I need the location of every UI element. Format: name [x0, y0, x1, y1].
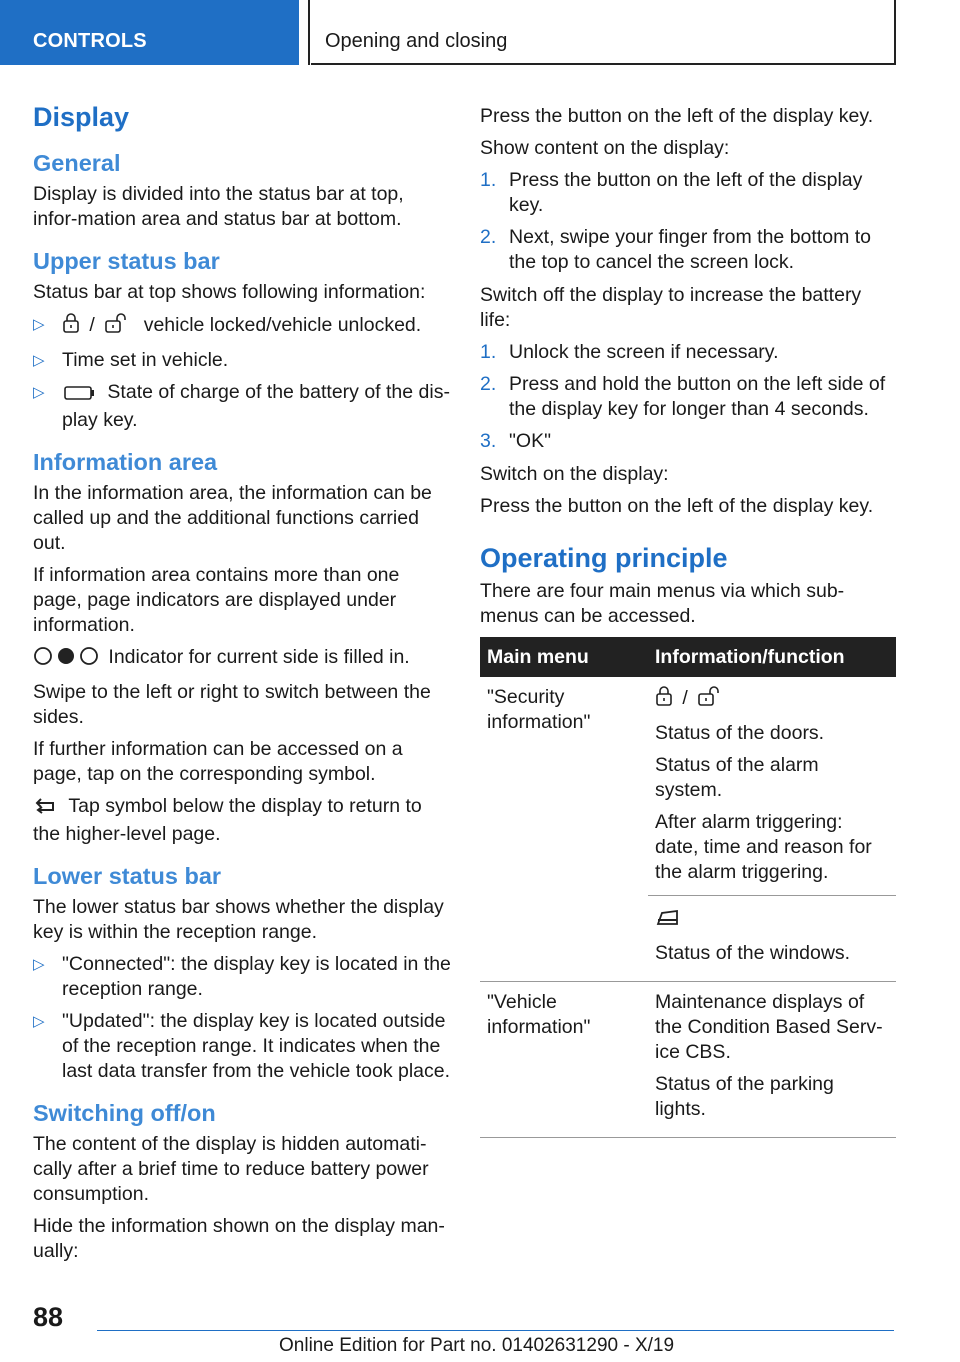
right-p4: Switch on the display: [480, 463, 669, 485]
switching-p2: Hide the information shown on the display man-ually: [33, 1215, 445, 1262]
lower-status-list [33, 952, 451, 1084]
step-text: Unlock the screen if necessary. [509, 341, 779, 363]
triangle-bullet-icon: ▷ [33, 956, 45, 973]
header-chapter-box [311, 0, 896, 65]
step-text: "OK" [509, 430, 552, 452]
list-item [480, 340, 896, 365]
table-row [480, 982, 896, 1138]
list-item [480, 372, 896, 422]
general-text: Display is divided into the status bar at top, infor-mation area and status bar at bottom. [33, 183, 404, 230]
lock-status-text: vehicle locked/vehicle unlocked. [143, 314, 422, 336]
right-p1: Press the button on the left of the display key. [480, 105, 874, 127]
lock-icons-row [655, 685, 889, 714]
right-p5: Press the button on the left of the display key. [480, 495, 874, 517]
footer-edition: Online Edition for Part no. 01402631290 - X/19 [279, 1335, 675, 1356]
triangle-bullet-icon: ▷ [33, 352, 45, 369]
info-p3-row [33, 645, 451, 673]
alarm-status: Status of the alarm system. [655, 754, 819, 801]
step-text: Press and hold the button on the left side of the display key for longer than 4 seconds. [509, 373, 886, 420]
general-heading: General [33, 150, 121, 176]
column-header: Information/function [648, 637, 896, 677]
triangle-bullet-icon: ▷ [33, 384, 45, 401]
show-content-steps [480, 168, 896, 275]
switching-heading: Switching off/on [33, 1100, 216, 1126]
header-section-tab [0, 0, 299, 65]
table-header-row [480, 637, 896, 677]
triangle-bullet-icon: ▷ [33, 1013, 45, 1030]
list-item [33, 1009, 451, 1084]
lock-separator: / [682, 687, 688, 709]
list-item [480, 429, 896, 454]
updated-text: "Updated": the display key is located outside of the reception range. It indicates when the last data transfer from the vehicle took place. [62, 1010, 451, 1082]
window-icon-row [655, 906, 889, 934]
main-menu-table [480, 637, 896, 1138]
step-number: 1. [480, 341, 497, 363]
maintenance-info: Maintenance displays of the Condition Based Serv-ice CBS. [655, 991, 883, 1063]
list-item [33, 952, 451, 1002]
lock-open-icon [104, 312, 132, 341]
info-p1: In the information area, the information can be called up and the additional functions carried out. [33, 482, 432, 554]
header-chapter: Opening and closing [325, 30, 508, 52]
connected-text: "Connected": the display key is located in the reception range. [62, 953, 451, 1000]
step-text: Press the button on the left of the display key. [509, 169, 863, 216]
upper-status-heading: Upper status bar [33, 248, 220, 274]
list-item [33, 348, 451, 373]
operating-principle-intro: There are four main menus via which sub-menus can be accessed. [480, 580, 845, 627]
header-section: CONTROLS [33, 30, 147, 52]
windows-subrow [648, 895, 896, 966]
switch-off-steps [480, 340, 896, 454]
info-p5: If further information can be accessed on a page, tap on the corresponding symbol. [33, 738, 403, 785]
parking-lights-info: Status of the parking lights. [655, 1073, 834, 1120]
page-indicator-icon [33, 646, 99, 673]
lower-status-heading: Lower status bar [33, 863, 222, 889]
right-column [480, 104, 896, 1138]
step-number: 3. [480, 430, 497, 452]
info-p2: If information area contains more than one page, page indicators are displayed under information. [33, 564, 400, 636]
footer-divider [97, 1330, 894, 1331]
list-item [33, 312, 451, 341]
upper-status-intro: Status bar at top shows following information: [33, 281, 426, 303]
triangle-bullet-icon: ▷ [33, 316, 45, 333]
table-cell-menu: "Security information" [480, 677, 648, 982]
switching-p1: The content of the display is hidden automati-cally after a brief time to reduce battery power consumption. [33, 1133, 429, 1205]
info-p4: Swipe to the left or right to switch between the sides. [33, 681, 431, 728]
doors-status: Status of the doors. [655, 722, 825, 744]
upper-status-list [33, 312, 451, 433]
right-p2: Show content on the display: [480, 137, 730, 159]
left-column [33, 100, 451, 1271]
table-row [480, 677, 896, 982]
return-arrow-icon [33, 797, 59, 822]
alarm-trigger-info: After alarm triggering: date, time and reason for the alarm triggering. [655, 811, 872, 883]
step-number: 2. [480, 373, 497, 395]
right-p3: Switch off the display to increase the battery life: [480, 284, 862, 331]
step-number: 1. [480, 169, 497, 191]
info-p6: Tap symbol below the display to return to the higher-level page. [33, 795, 422, 845]
display-title: Display [33, 102, 130, 132]
time-text: Time set in vehicle. [62, 349, 229, 371]
step-text: Next, swipe your finger from the bottom to the top to cancel the screen lock. [509, 226, 871, 273]
battery-text: State of charge of the battery of the dis-play key. [62, 381, 450, 431]
table-cell-info [648, 677, 896, 982]
lock-separator: / [89, 314, 95, 336]
page-number: 88 [33, 1302, 64, 1332]
operating-principle-heading: Operating principle [480, 543, 728, 573]
lock-closed-icon [62, 312, 80, 341]
lock-open-icon [697, 685, 725, 714]
step-number: 2. [480, 226, 497, 248]
info-area-heading: Information area [33, 449, 218, 475]
list-item [33, 380, 451, 433]
list-item [480, 225, 896, 275]
column-header: Main menu [480, 637, 648, 677]
info-p3: Indicator for current side is filled in. [108, 646, 410, 668]
table-cell-menu: "Vehicle information" [480, 982, 648, 1138]
table-cell-info [648, 982, 896, 1138]
header-divider [308, 0, 310, 65]
lower-status-intro: The lower status bar shows whether the display key is within the reception range. [33, 896, 444, 943]
window-icon [655, 907, 681, 934]
lock-closed-icon [655, 685, 673, 714]
windows-status: Status of the windows. [655, 942, 851, 964]
battery-icon [62, 383, 96, 408]
info-p6-row [33, 794, 451, 847]
list-item [480, 168, 896, 218]
